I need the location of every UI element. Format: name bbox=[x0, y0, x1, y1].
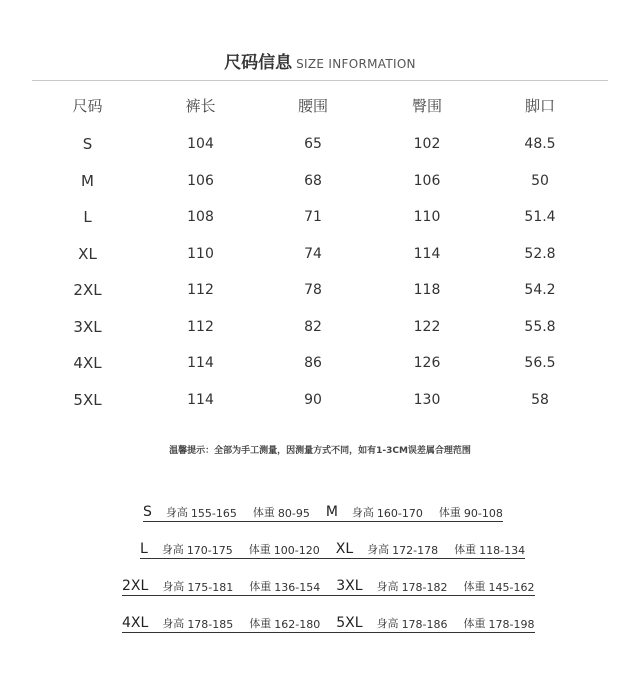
cell-waist: 74 bbox=[304, 245, 322, 262]
ref-size: XL bbox=[335, 541, 354, 557]
ref-height-value: 172-178 bbox=[392, 544, 439, 557]
cell-size: 4XL bbox=[73, 354, 102, 373]
table-row bbox=[30, 272, 610, 309]
cell-hip: 102 bbox=[413, 136, 441, 153]
ref-height-value: 170-175 bbox=[186, 544, 233, 557]
ref-height-label: 身高 bbox=[351, 506, 374, 519]
ref-weight-value: 145-162 bbox=[488, 581, 535, 594]
ref-height-value: 178-185 bbox=[187, 618, 234, 631]
cell-leg-opening: 56.5 bbox=[524, 355, 556, 372]
title-en: SIZE INFORMATION bbox=[296, 57, 416, 71]
cell-hip: 106 bbox=[413, 172, 441, 189]
ref-size: L bbox=[140, 541, 148, 557]
table-header-row bbox=[30, 88, 610, 122]
ref-weight-label: 体重 bbox=[463, 617, 486, 630]
cell-leg-opening: 51.4 bbox=[524, 209, 556, 226]
cell-hip: 126 bbox=[413, 355, 441, 372]
cell-length: 108 bbox=[187, 209, 214, 226]
cell-waist: 86 bbox=[304, 355, 322, 372]
cell-hip: 114 bbox=[413, 245, 441, 262]
ref-height-value: 175-181 bbox=[187, 581, 234, 594]
header-length: 裤长 bbox=[185, 96, 216, 115]
ref-height-label: 身高 bbox=[162, 580, 185, 593]
cell-length: 104 bbox=[187, 136, 214, 153]
ref-height-label: 身高 bbox=[376, 617, 399, 630]
cell-size: M bbox=[81, 171, 94, 190]
header-size: 尺码 bbox=[72, 96, 103, 115]
cell-leg-opening: 50 bbox=[531, 172, 549, 189]
ref-weight-label: 体重 bbox=[463, 580, 486, 593]
cell-hip: 122 bbox=[413, 318, 441, 335]
cell-waist: 71 bbox=[304, 209, 322, 226]
cell-size: 3XL bbox=[73, 317, 102, 336]
cell-waist: 90 bbox=[304, 391, 322, 408]
ref-size: 2XL bbox=[122, 578, 149, 594]
ref-weight-value: 162-180 bbox=[274, 618, 321, 631]
ref-weight-value: 80-95 bbox=[277, 507, 310, 520]
cell-leg-opening: 52.8 bbox=[524, 245, 556, 262]
cell-size: XL bbox=[78, 244, 97, 263]
ref-weight-label: 体重 bbox=[438, 506, 461, 519]
ref-weight-value: 136-154 bbox=[274, 581, 321, 594]
cell-length: 112 bbox=[187, 282, 214, 299]
table-row bbox=[30, 236, 610, 273]
cell-hip: 110 bbox=[413, 209, 441, 226]
reference-line bbox=[122, 611, 535, 633]
ref-weight-label: 体重 bbox=[249, 617, 272, 630]
ref-height-value: 178-182 bbox=[401, 581, 448, 594]
ref-weight-value: 118-134 bbox=[479, 544, 526, 557]
cell-size: L bbox=[83, 208, 92, 227]
table-row bbox=[30, 199, 610, 236]
cell-length: 106 bbox=[187, 172, 214, 189]
cell-waist: 68 bbox=[304, 172, 322, 189]
ref-height-value: 155-165 bbox=[190, 507, 237, 520]
reference-line bbox=[140, 537, 525, 559]
table-row bbox=[30, 126, 610, 163]
table-row bbox=[30, 309, 610, 346]
ref-size: M bbox=[325, 504, 338, 520]
reference-line bbox=[122, 574, 535, 596]
title-divider bbox=[32, 80, 608, 81]
ref-weight-value: 100-120 bbox=[273, 544, 320, 557]
ref-height-label: 身高 bbox=[367, 543, 390, 556]
cell-leg-opening: 48.5 bbox=[524, 136, 556, 153]
ref-height-label: 身高 bbox=[161, 543, 184, 556]
cell-leg-opening: 54.2 bbox=[524, 282, 556, 299]
ref-weight-value: 178-198 bbox=[488, 618, 535, 631]
ref-weight-label: 体重 bbox=[454, 543, 477, 556]
cell-leg-opening: 58 bbox=[531, 391, 549, 408]
cell-size: S bbox=[82, 135, 93, 154]
table-row bbox=[30, 163, 610, 200]
ref-height-value: 160-170 bbox=[376, 507, 423, 520]
reference-line bbox=[143, 500, 503, 522]
ref-size: S bbox=[143, 504, 152, 520]
table-row bbox=[30, 382, 610, 419]
ref-weight-label: 体重 bbox=[252, 506, 275, 519]
ref-height-label: 身高 bbox=[376, 580, 399, 593]
cell-length: 114 bbox=[187, 391, 214, 408]
title-cn: 尺码信息 bbox=[224, 53, 293, 73]
ref-weight-label: 体重 bbox=[248, 543, 271, 556]
cell-waist: 78 bbox=[304, 282, 322, 299]
cell-hip: 130 bbox=[413, 391, 441, 408]
cell-hip: 118 bbox=[413, 282, 441, 299]
measurement-note: 温馨提示：全部为手工测量，因测量方式不同，如有1-3CM误差属合理范围 bbox=[169, 446, 471, 456]
cell-waist: 65 bbox=[304, 136, 322, 153]
page-title bbox=[0, 48, 640, 73]
cell-waist: 82 bbox=[304, 318, 322, 335]
header-waist: 腰围 bbox=[297, 96, 328, 115]
ref-height-value: 178-186 bbox=[401, 618, 448, 631]
table-row bbox=[30, 345, 610, 382]
ref-size: 4XL bbox=[122, 615, 149, 631]
ref-height-label: 身高 bbox=[165, 506, 188, 519]
cell-length: 114 bbox=[187, 355, 214, 372]
header-hip: 臀围 bbox=[411, 96, 442, 115]
ref-weight-label: 体重 bbox=[249, 580, 272, 593]
cell-length: 112 bbox=[187, 318, 214, 335]
ref-weight-value: 90-108 bbox=[463, 507, 503, 520]
cell-leg-opening: 55.8 bbox=[524, 318, 556, 335]
ref-size: 3XL bbox=[336, 578, 363, 594]
size-table bbox=[30, 88, 610, 418]
header-leg-opening: 脚口 bbox=[524, 96, 555, 115]
ref-height-label: 身高 bbox=[162, 617, 185, 630]
cell-length: 110 bbox=[187, 245, 214, 262]
ref-size: 5XL bbox=[336, 615, 363, 631]
cell-size: 5XL bbox=[73, 390, 102, 409]
cell-size: 2XL bbox=[73, 281, 102, 300]
